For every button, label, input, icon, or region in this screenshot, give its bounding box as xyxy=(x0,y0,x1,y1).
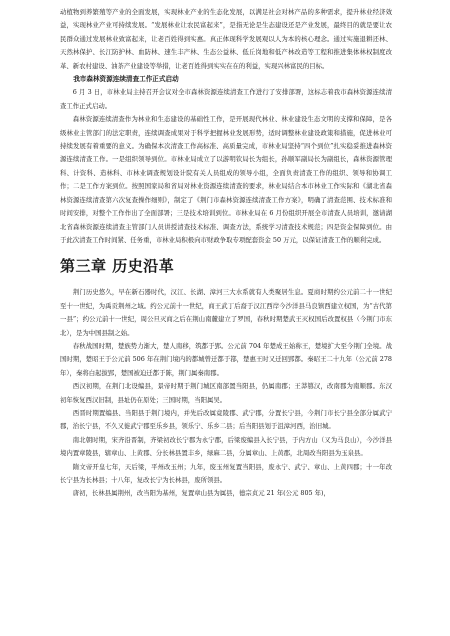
chapter-title: 第三章 历史沿革 xyxy=(60,257,175,276)
history-paragraph: 荆门历史悠久，早在新石器时代，汉江、长湖、漳河三大水系就有人类聚居生息。夏商时期约公元前二十一世纪至十一世纪，为禹贡荆州之域。约公元前十一世纪，商王武丁后裔于汉江西岸今沙洋县马良镇西建立权国，为“古代第一县”；约公元前十一世纪，周公旦灭商之后在荆山南麓建立了罗国，春秋时期楚武王灭权国后改置权县（今荆门市东北），是为中国县制之始。 xyxy=(60,288,392,337)
history-paragraph: 西汉初期，在荆门北设编县，景帝时期于荆门城区南部置当阳县，仍属南郡；王莽篡汉，改南郡为南顺郡。东汉初年恢复西汉旧制，县址仍在原处；三国时期，当阳属吴。 xyxy=(60,382,392,404)
paragraph-launch: 6 月 3 日，市林业局主持召开会议对全市森林资源连续清查工作进行了安排部署，这标志着我市森林资源连续清查工作正式启动。 xyxy=(60,88,392,110)
history-paragraph: 南北朝时期，宋齐沿晋制，齐梁初改长宁郡为永宁郡，后梁废编县入长宁县，于内方山（又为马良山），今沙洋县境内置章陵县，辖章山、上黄郡、分长林县置丰乡，绿麻二县，分属章山、上黄郡，北周改当阳县为玉泉县。 xyxy=(60,435,392,458)
history-paragraph: 隋文帝开皇七年，天后梁，平州改玉州；九年，废玉州复置当阳县，废永宁、武宁、章山、上黄四郡；十一年改长宁县为长林县；十八年，复改长宁为长林县，废所领县。 xyxy=(60,462,392,484)
paragraph-details: 森林资源连续清查作为林业和生态建设的基础性工作，是开展现代林业、林业建设生态文明的支撑和保障，是各级林业主管部门的法定职责，连续调查成果对于科学把握林业发展形势，适时调整林业建设政策和措施，促进林业可持续发展有着重要的意义。为确保本次清查工作高标准、高质量完成，市林业局坚持“四个到位”扎实稳妥推进森林资源连续清查工作。一是组织领导到位。市林业局成立了以游明钦局长为组长，孙顺军副局长为副组长，森林资源管理科、计资科、造林科、市林业调查规划设计院有关人员组成的领导小组，全面负责清查工作的组织、领导和协调工作；二是工作方案到位。按照国家局和省局对林业资源连续清查的要求，林业局结合本市林业工作实际和《湖北省森林资源连续清查第六次复查操作细则》，制定了《荆门市森林资源连续清查工作方案》，明确了清查范围、技术标准和时间安排，对整个工作作出了全面部署；三是技术培训到位。市林业局在 6 月份组织开展全市清查人员培训，邀请湖北省森林资源连续清查主管部门人员讲授清查技术标准、调查方法，系统学习清查技术规范；四是资金保障到位。由于此次清查工作时间紧、任务重，市林业局积极向市财政争取专项配套资金 50 万元，以保证清查工作的顺利完成。 xyxy=(60,115,392,244)
paragraph-intro: 动植物到养繁殖等产业的全面发展，实现林业产业的生态化发展，以满足社会对林产品的多种需求，提升林业经济效益，实现林业产业可持续发展。“发展林业让农民富起来”，是指无论是生态建设还是产业发展，最终目的就是要让农民群众通过发展林业致富起来，让老百姓得到实惠。真正体现科学发展观以人为本的核心理念。通过实施退耕还林、天然林保护、长江防护林、血防林、速生丰产林、生态公益林、低丘岗地和低产林改造等工程和推进集体林权制度改革、新农村建设、油茶产业建设等举措，让老百姓得到实实在在的利益，实现兴林富民的目标。 xyxy=(60,8,392,70)
history-paragraph: 唐初，长林县属荆州，改当阳为基州，复置章山县为属县，德宗贞元 21 年(公元 805 年)， xyxy=(72,489,330,498)
history-paragraph: 春秋战国时期，楚族势力渐大，楚人南移，筑都于郢。公元前 704 年楚成王始称王，楚境扩大至今荆门全境。战国时期，楚昭王于公元前 506 年在荆门境内的都城曾迁都于鄀，楚惠王时又迁回郢都。秦昭王二十九年（公元前 278 年），秦将白起拔郢，楚国被迫迁都于陈，荆门属秦南郡。 xyxy=(60,341,392,377)
section-heading: 我市森林资源连续清查工作正式启动 xyxy=(73,75,179,84)
history-paragraph: 西晋时期置编县、当阳县于荆门境内，并先后改属竟陵郡、武宁郡，分置长宁县，今荆门市长宁县全部分属武宁郡，治长宁县，不久又徙武宁郡至乐乡县，领乐宁、乐乡二县；后当阳县划于沮漳河西，治旧城。 xyxy=(60,408,392,431)
